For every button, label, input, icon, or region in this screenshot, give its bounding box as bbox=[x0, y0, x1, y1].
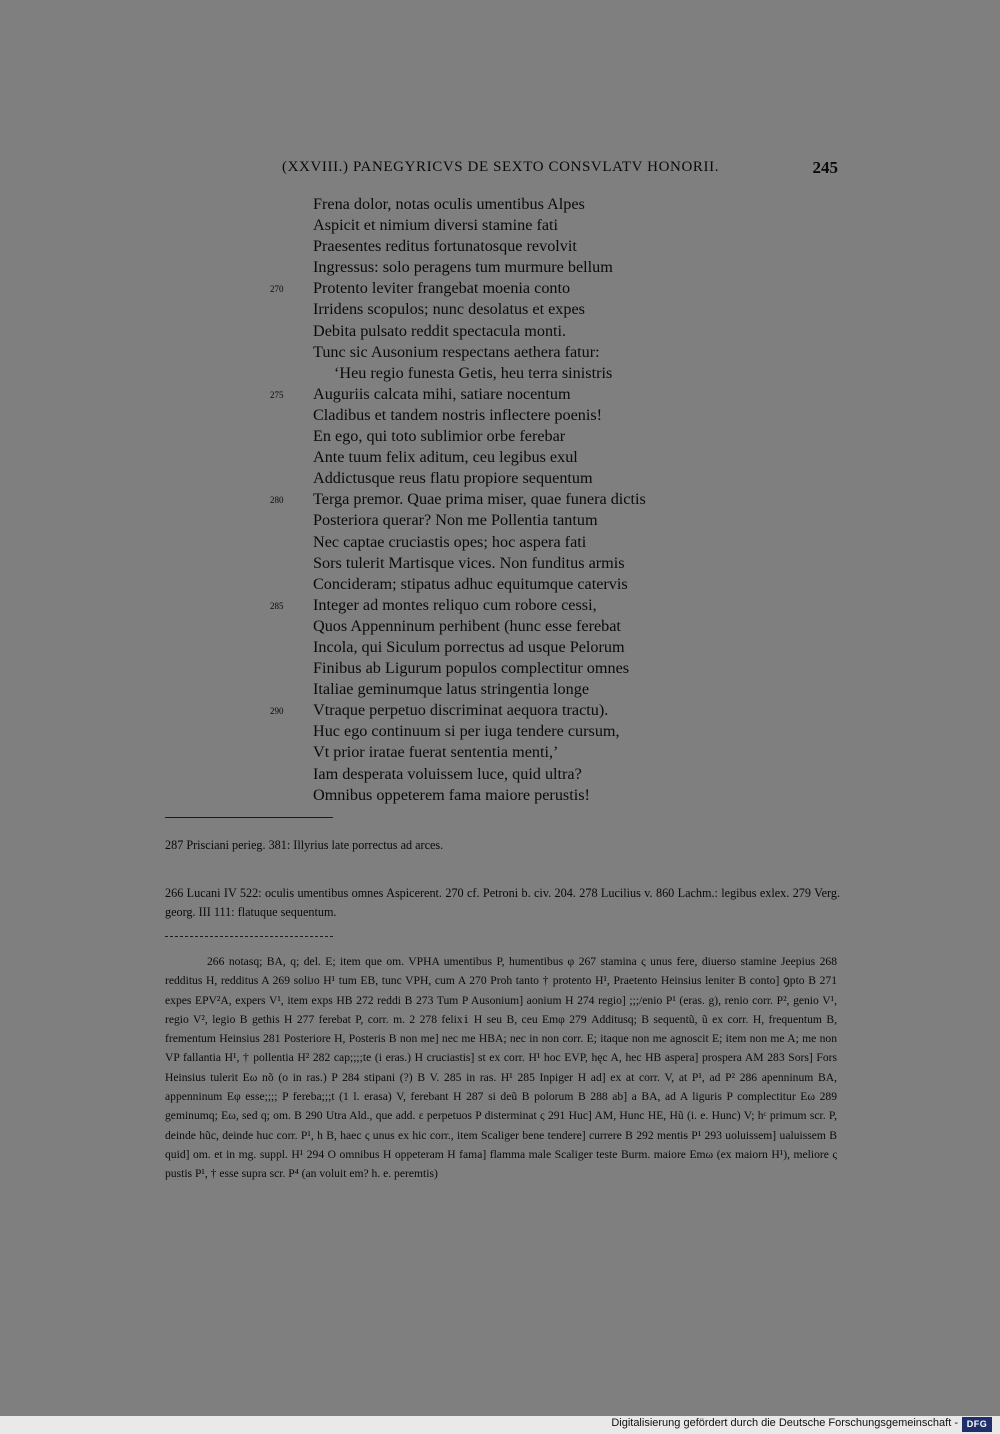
verse-line bbox=[270, 447, 730, 468]
verse-line bbox=[270, 532, 730, 553]
verse-text: Frena dolor, notas oculis umentibus Alpes bbox=[313, 195, 585, 213]
apparatus-divider bbox=[165, 936, 333, 937]
verse-line bbox=[270, 257, 730, 278]
verse-text: Huc ego continuum si per iuga tendere cursum, bbox=[313, 722, 620, 741]
verse-text: Vt prior iratae fuerat sententia menti,’ bbox=[313, 743, 559, 762]
verse-text: Cladibus et tandem nostris inflectere poenis! bbox=[313, 405, 603, 424]
verse-text: Tunc sic Ausonium respectans aethera fatur: bbox=[313, 342, 600, 361]
verse-text: Sors tulerit Martisque vices. Non funditus armis bbox=[313, 553, 625, 572]
verse-line bbox=[270, 764, 730, 785]
running-title: (XXVIII.) PANEGYRICVS DE SEXTO CONSVLATV HONORII. bbox=[282, 159, 720, 175]
funding-credit: Digitalisierung gefördert durch die Deutsche Forschungsgemeinschaft - bbox=[611, 1417, 958, 1429]
verse-line bbox=[270, 468, 730, 489]
verse-text: Ingressus: solo peragens tum murmure bellum bbox=[313, 258, 613, 277]
verse-line bbox=[270, 785, 730, 806]
verse-text: Addictusque reus flatu propiore sequentum bbox=[313, 469, 593, 488]
verse-line bbox=[270, 215, 730, 236]
verse-line bbox=[270, 616, 730, 637]
verse-line bbox=[270, 278, 730, 299]
verse-number: 280 bbox=[270, 495, 284, 506]
verse-number: 285 bbox=[270, 600, 284, 611]
verse-text: En ego, qui toto sublimior orbe ferebar bbox=[313, 427, 566, 446]
verse-text: Italiae geminumque latus stringentia longe bbox=[313, 680, 590, 699]
verse-text: Ante tuum felix aditum, ceu legibus exul bbox=[313, 448, 578, 467]
page-number: 245 bbox=[812, 158, 838, 177]
verse-text: Praesentes reditus fortunatosque revolvit bbox=[313, 237, 577, 256]
verse-line bbox=[270, 679, 730, 700]
verse-line bbox=[270, 637, 730, 658]
verse-line bbox=[270, 194, 730, 215]
verse-number: 270 bbox=[270, 284, 284, 295]
verse-text: Finibus ab Ligurum populos complectitur omnes bbox=[313, 659, 630, 678]
verse-text: Omnibus oppeterem fama maiore perustis! bbox=[313, 785, 590, 804]
page-header bbox=[282, 159, 838, 183]
verse-number: 275 bbox=[270, 389, 284, 400]
verse-line bbox=[270, 426, 730, 447]
verse-text: Integer ad montes reliquo cum robore cessi, bbox=[313, 595, 597, 614]
verse-text: Auguriis calcata mihi, satiare nocentum bbox=[313, 384, 571, 403]
sources-note: 266 Lucani IV 522: oculis umentibus omnes Aspicerent. 270 cf. Petroni b. civ. 204. 278 Lucilius v. 860 Lachm.: legibus exlex. 279 Verg. georg. III 111: flatuque sequentum. bbox=[165, 886, 840, 920]
verse-text: Incola, qui Siculum porrectus ad usque Pelorum bbox=[313, 637, 625, 656]
verse-text: Terga premor. Quae prima miser, quae funera dictis bbox=[313, 490, 646, 509]
verse-line bbox=[270, 321, 730, 342]
verse-line bbox=[270, 405, 730, 426]
verse-line bbox=[270, 595, 730, 616]
verse-line bbox=[270, 510, 730, 531]
verse-text: Irridens scopulos; nunc desolatus et expes bbox=[313, 300, 585, 319]
footer-bar bbox=[0, 1416, 1000, 1434]
verse-line bbox=[270, 342, 730, 363]
poem-text bbox=[270, 194, 730, 806]
verse-line bbox=[270, 363, 730, 384]
verse-text: Nec captae cruciastis opes; hoc aspera fati bbox=[313, 532, 587, 551]
verse-number: 290 bbox=[270, 706, 284, 717]
verse-line bbox=[270, 574, 730, 595]
dfg-logo: DFG bbox=[962, 1417, 992, 1432]
verse-line bbox=[270, 384, 730, 405]
verse-text: ‘Heu regio funesta Getis, heu terra sinistris bbox=[334, 363, 613, 382]
verse-text: Protento leviter frangebat moenia conto bbox=[313, 279, 571, 298]
verse-line bbox=[270, 489, 730, 510]
imitation-note: 287 Prisciani perieg. 381: Illyrius late porrectus ad arces. bbox=[165, 838, 444, 852]
verse-line bbox=[270, 553, 730, 574]
verse-text: Aspicit et nimium diversi stamine fati bbox=[313, 216, 559, 235]
verse-line bbox=[270, 721, 730, 742]
verse-line bbox=[270, 658, 730, 679]
verse-text: Quos Appenninum perhibent (hunc esse ferebat bbox=[313, 616, 621, 635]
verse-line bbox=[270, 700, 730, 721]
verse-text: Concideram; stipatus adhuc equitumque catervis bbox=[313, 574, 628, 593]
verse-line bbox=[270, 299, 730, 320]
verse-text: Vtraque perpetuo discriminat aequora tractu). bbox=[313, 701, 609, 720]
verse-text: Debita pulsato reddit spectacula monti. bbox=[313, 321, 567, 340]
verse-line bbox=[270, 742, 730, 763]
footnote-divider bbox=[165, 817, 333, 818]
critical-apparatus: 266 notasq; BA, q; del. E; item que om. VPHA umentibus P, humentibus φ 267 stamina ς unus fere, diuerso stamine Jeepius 268 redditus H, redditus A 269 soliᴊo H¹ tum EB, tunc VPH, cum A 270 Proh tanto † protento H¹, Praetento Heinsius leniter B conto] ꝯpto B 271 expes EPV²A, expers V¹, item exps HB 272 reddi B 273 Tum P Ausonium] aonium H 274 regio] ;;;/enio P¹ (eras. g), renio corr. P², genio V¹, regio V², legio B gethis H 277 ferebat P, corr. m. 2 278 felixⅰ H seu B, ceu Emφ 279 Additusq; B sequentũ, ũ ex corr. H, frequentum B, frementum Heinsius 281 Posteriore H, Posteris B non me] nec me HBA; nec in non corr. E; itaque non me agnoscit E; item non me A; me non VP fallantia H¹, † pollentia H² 282 cap;;;;te (i eras.) H cruciastis] st ex corr. H¹ hoc EVP, hęc A, hec HB aspera] prospera AM 283 Sors] Fors Heinsius tulerit Eω nõ (o in ras.) P 284 stipani (?) B V. 285 in ras. H¹ 285 Inpiger H ad] ex at corr. V, at P¹, ad P² 286 apenninum BA, appenninum Eφ esse;;;; P fereba;;;t (1 l. erasa) V, ferebant H 287 si deũ B polorum B 288 ab] a BA, ad A liguris P complectitur Eω 289 geminumq; Eω, sed q; om. B 290 Utra Ald., que add. ε perpetuos P disterminat ς 291 Huc] AM, Hunc HE, Hũ (i. e. Hunc) V; hᶜ primum scr. P, deinde hũc, deinde huc corr. P¹, h B, haec ς unus ex hic corr., item Scaliger bene tendere] currere B 292 mentiᵴ P¹ 293 uoluissem] ualuissem B quid] om. et in mg. suppl. H¹ 294 O omnibus H oppeteram H fama] flamma male Scaliger teste Burm. maiore Emω (ex maiorn H¹), meliore ς pustis P¹, † esse supra scr. P⁴ (an voluit em? h. e. peremtis) bbox=[165, 955, 837, 1181]
verse-line bbox=[270, 236, 730, 257]
verse-text: Posteriora querar? Non me Pollentia tantum bbox=[313, 511, 598, 530]
verse-text: Iam desperata voluissem luce, quid ultra? bbox=[313, 764, 582, 783]
